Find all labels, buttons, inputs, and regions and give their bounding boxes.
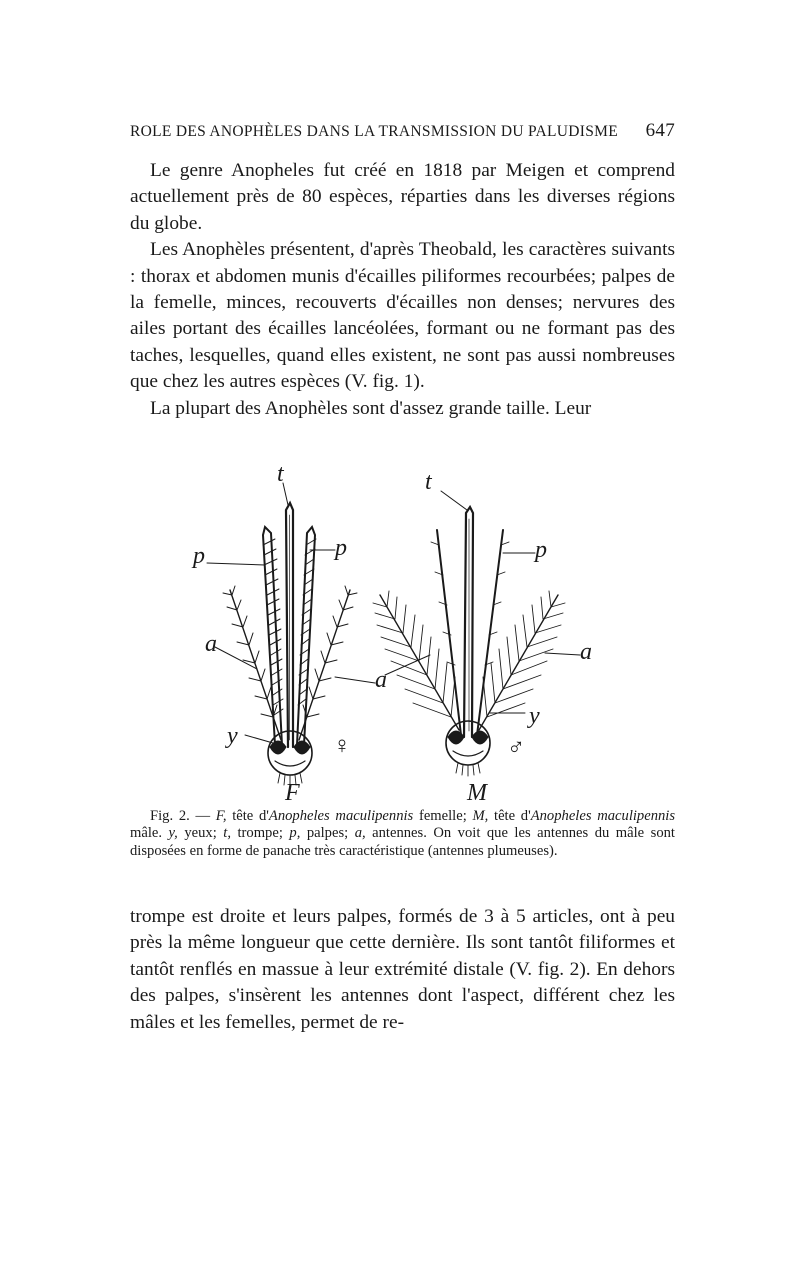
caption-species: Anopheles maculipennis	[268, 808, 414, 824]
caption-fig-ref: Fig. 2. —	[150, 808, 211, 824]
caption-text: mâle.	[130, 825, 163, 842]
caption-a: a,	[354, 825, 366, 842]
caption-t: t,	[223, 825, 231, 842]
caption-text: tête d'	[232, 808, 269, 824]
paragraph: La plupart des Anophèles sont d'assez grande taille. Leur	[150, 397, 592, 419]
figure-2-mosquito-heads	[185, 455, 625, 805]
caption-F: F,	[215, 808, 227, 824]
paragraph: Les Anophèles présentent, d'après Theobald, les caractères suivants : thorax et abdomen munis d'écailles piliformes recourbées; palpes de la femelle, minces, recouverts d'écailles non denses; nervures des ailes portant des écailles lancéolées, formant ou ne formant pas des taches, lesquelles, quand elles existent, ne sont pas aussi nombreuses que chez les autres espèces (V. fig. 1).	[130, 239, 675, 393]
label-t-male: t	[425, 469, 432, 495]
running-header	[130, 120, 675, 142]
caption-text: trompe;	[237, 825, 283, 842]
label-a-male: a	[580, 639, 592, 665]
caption-y: y,	[168, 825, 178, 842]
caption-text: tête d'	[494, 808, 531, 824]
paragraph: Le genre Anopheles fut créé en 1818 par Meigen et comprend actuellement près de 80 espèces, réparties dans les diverses régions du globe.	[130, 160, 675, 234]
running-title: ROLE DES ANOPHÈLES DANS LA TRANSMISSION DU PALUDISME	[130, 123, 618, 140]
female-symbol: ♀	[333, 733, 351, 759]
paragraph: trompe est droite et leurs palpes, formés de 3 à 5 articles, ont à peu près la même longueur que cette dernière. Ils sont tantôt filiformes et tantôt renflés en massue à leur extrémité distale (V. fig. 2). En dehors des palpes, s'insèrent les antennes dont l'aspect, différent chez les mâles et les femelles, permet de re-	[130, 906, 675, 1033]
body-text-top	[130, 158, 675, 422]
caption-text: antennes. On voit que les antennes du mâle sont disposées en forme de panache très caractéristique (antennes plumeuses).	[130, 825, 675, 859]
caption-text: palpes;	[306, 825, 349, 842]
body-text-bottom	[130, 904, 675, 1036]
label-t-female: t	[277, 461, 284, 487]
label-p-male: p	[535, 537, 547, 563]
figure-caption	[130, 808, 675, 860]
label-y-male: y	[529, 703, 540, 729]
male-symbol: ♂	[507, 735, 525, 761]
caption-text: yeux;	[184, 825, 217, 842]
caption-species: Anopheles maculipennis	[530, 808, 676, 824]
page-number: 647	[645, 120, 675, 141]
male-head-illustration	[373, 491, 580, 776]
caption-M: M,	[472, 808, 489, 824]
label-a-center: a	[375, 667, 387, 693]
label-M: M	[467, 780, 487, 805]
caption-p: p,	[289, 825, 301, 842]
label-a-female: a	[205, 631, 217, 657]
label-p-female-right: p	[335, 535, 347, 561]
label-p-female-left: p	[193, 543, 205, 569]
label-F: F	[285, 780, 300, 805]
caption-text: femelle;	[418, 808, 467, 824]
label-y-female: y	[227, 723, 238, 749]
